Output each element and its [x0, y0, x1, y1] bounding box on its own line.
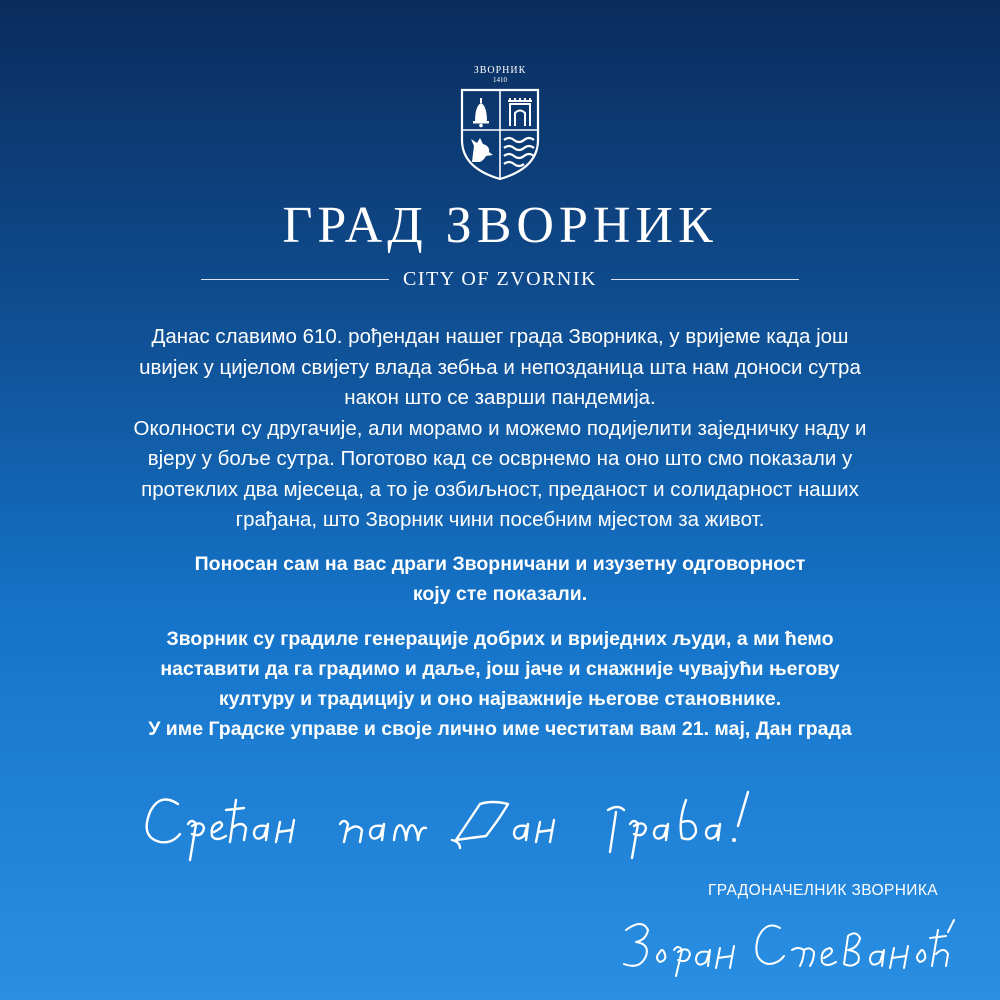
- message-line: Данас славимо 610. рођендан нашег града Зворника, у вријеме када још: [151, 325, 849, 348]
- subtitle-row: [0, 266, 1000, 292]
- crest-year: 1410: [493, 76, 507, 84]
- coat-of-arms-icon: [458, 86, 542, 182]
- message-body: [40, 322, 960, 744]
- tower-icon: [508, 98, 532, 126]
- bell-icon: [473, 98, 489, 127]
- message-line: након што се заврши пандемија.: [344, 386, 656, 409]
- divider-right: [611, 279, 799, 280]
- page-subtitle: CITY OF ZVORNIK: [403, 268, 597, 290]
- wolf-head-icon: [471, 138, 493, 162]
- bold-line: Поносан сам на вас драги Зворничани и изузетну одговорност: [194, 552, 806, 575]
- bold-line: коју сте показали.: [412, 582, 588, 605]
- message-line: вјеру у боље сутра. Поготово кад се осврнемо на оно што смо показали у: [147, 447, 853, 470]
- divider-left: [201, 279, 389, 280]
- crest-label: ЗВОРНИК: [473, 65, 527, 76]
- message-line: Околности су другачије, али морамо и можемо подијелити заједничку наду и: [133, 416, 867, 440]
- handwritten-slogan: [130, 782, 850, 862]
- mayor-title: ГРАДОНАЧЕЛНИК ЗВОРНИКА: [707, 882, 938, 899]
- bold-line: Зворник су градиле генерације добрих и вриједних људи, а ми ћемо: [166, 627, 834, 650]
- page-title: ГРАД ЗВОРНИК: [282, 197, 718, 254]
- bold-line: У име Градске управе и своје лично име честитам вам 21. мај, Дан града: [148, 717, 852, 740]
- message-line: протеклих два мјесеца, а то је озбиљност, преданост и солидарност наших: [141, 477, 859, 501]
- bold-line: културу и традицију и оно најважније његове становнике.: [218, 687, 782, 710]
- signature: [620, 908, 960, 978]
- message-line: uвијек у цијелом свијету влада зебња и непозданица шта нам доноси сутра: [139, 355, 861, 379]
- bold-line: наставити да га градимо и даље, још јаче и снажније чувајући његову: [160, 657, 840, 680]
- message-line: грађана, што Зворник чини посебним мјестом за живот.: [235, 508, 765, 531]
- crest-block: [0, 66, 1000, 182]
